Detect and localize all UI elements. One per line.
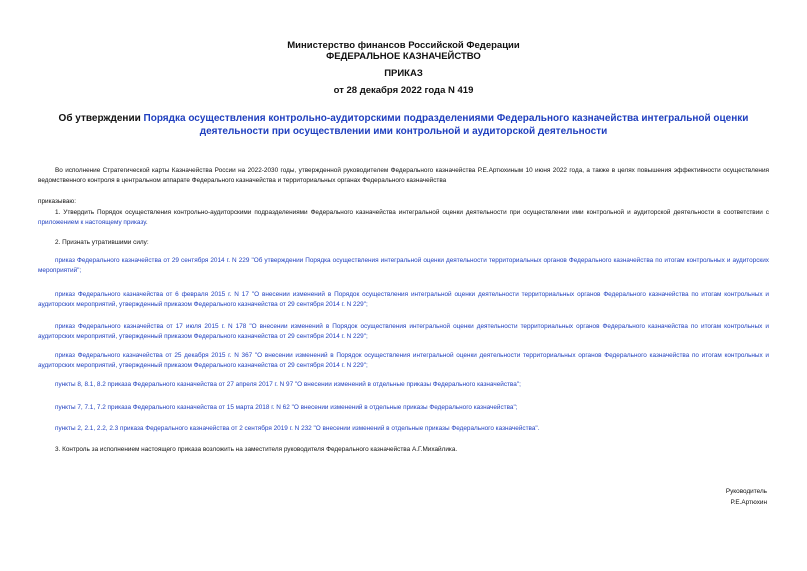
revoked-item-7[interactable]: пункты 2, 2.1, 2.2, 2.3 приказа Федерального казначейства от 2 сентября 2019 г. N 232 "О внесении изменений в отдельные приказы Федерального казначейства".: [55, 425, 540, 432]
revoked-item-3[interactable]: приказ Федерального казначейства от 17 июля 2015 г. N 178 "О внесении изменений в Порядок осуществления интегральной оценки деятельности территориальных органов Федерального казначейства по итогам контрольных и аудиторских мероприятий, утвержденный приказом Федерального казначейства от 29 сентября 2014 г. N 229";: [38, 323, 769, 340]
treasury-name: ФЕДЕРАЛЬНОЕ КАЗНАЧЕЙСТВО: [326, 51, 481, 62]
item-1-suffix: .: [145, 219, 148, 226]
signature-position: Руководитель: [725, 488, 767, 495]
revoked-item-2[interactable]: приказ Федерального казначейства от 6 февраля 2015 г. N 17 "О внесении изменений в Порядок осуществления интегральной оценки деятельности территориальных органов Федерального казначейства по итогам контрольных и аудиторских мероприятий, утвержденный приказом Федерального казначейства от 29 сентября 2014 г. N 229";: [38, 291, 769, 308]
item-2-paragraph: 2. Признать утратившими силу:: [55, 239, 149, 246]
appendix-link[interactable]: приложением к настоящему приказу: [38, 219, 146, 226]
title-link[interactable]: Порядка осуществления контрольно-аудиторскими подразделениями Федерального казначейства интегральной оценки деятельности при осуществлении ими контрольной и аудиторской деятельности: [143, 113, 749, 137]
document-title: [40, 112, 767, 138]
item-1-text: 1. Утвердить Порядок осуществления контрольно-аудиторскими подразделениями Федерального казначейства интегральной оценки деятельности при осуществлении ими контрольной и аудиторской деятельности в соответствии с: [55, 209, 769, 216]
ministry-name: Министерство финансов Российской Федерации: [287, 40, 520, 51]
preamble-paragraph: Во исполнение Стратегической карты Казначейства России на 2022-2030 годы, утвержденной руководителем Федерального казначейства Р.Е.Артюхиным 10 июня 2022 года, а также в целях повышения эффективности осуществления ведомственного контроля в центральном аппарате Федерального казначейства и территориальных органах Федерального казначейства: [38, 167, 769, 184]
revoked-item-1[interactable]: приказ Федерального казначейства от 29 сентября 2014 г. N 229 "Об утверждении Порядка осуществления интегральной оценки деятельности территориальных органов Федерального казначейства по итогам контрольных и аудиторских мероприятий";: [38, 257, 769, 274]
item-3-paragraph: 3. Контроль за исполнением настоящего приказа возложить на заместителя руководителя Федерального казначейства А.Г.Михайлика.: [55, 446, 458, 453]
revoked-item-5[interactable]: пункты 8, 8.1, 8.2 приказа Федерального казначейства от 27 апреля 2017 г. N 97 "О внесении изменений в отдельные приказы Федерального казначейства";: [55, 381, 521, 388]
doc-type: ПРИКАЗ: [384, 68, 423, 79]
title-prefix: Об утверждении: [58, 113, 144, 124]
revoked-item-6[interactable]: пункты 7, 7.1, 7.2 приказа Федерального казначейства от 15 марта 2018 г. N 62 "О внесении изменений в отдельные приказы Федерального казначейства";: [55, 404, 518, 411]
signature-name: Р.Е.Артюхин: [730, 499, 767, 506]
order-word: приказываю:: [38, 198, 76, 205]
item-1-paragraph: [38, 208, 769, 228]
doc-date-number: от 28 декабря 2022 года N 419: [333, 85, 474, 96]
revoked-item-4[interactable]: приказ Федерального казначейства от 25 декабря 2015 г. N 367 "О внесении изменений в Порядок осуществления интегральной оценки деятельности территориальных органов Федерального казначейства по итогам контрольных и аудиторских мероприятий, утвержденный приказом Федерального казначейства от 29 сентября 2014 г. N 229";: [38, 352, 769, 369]
